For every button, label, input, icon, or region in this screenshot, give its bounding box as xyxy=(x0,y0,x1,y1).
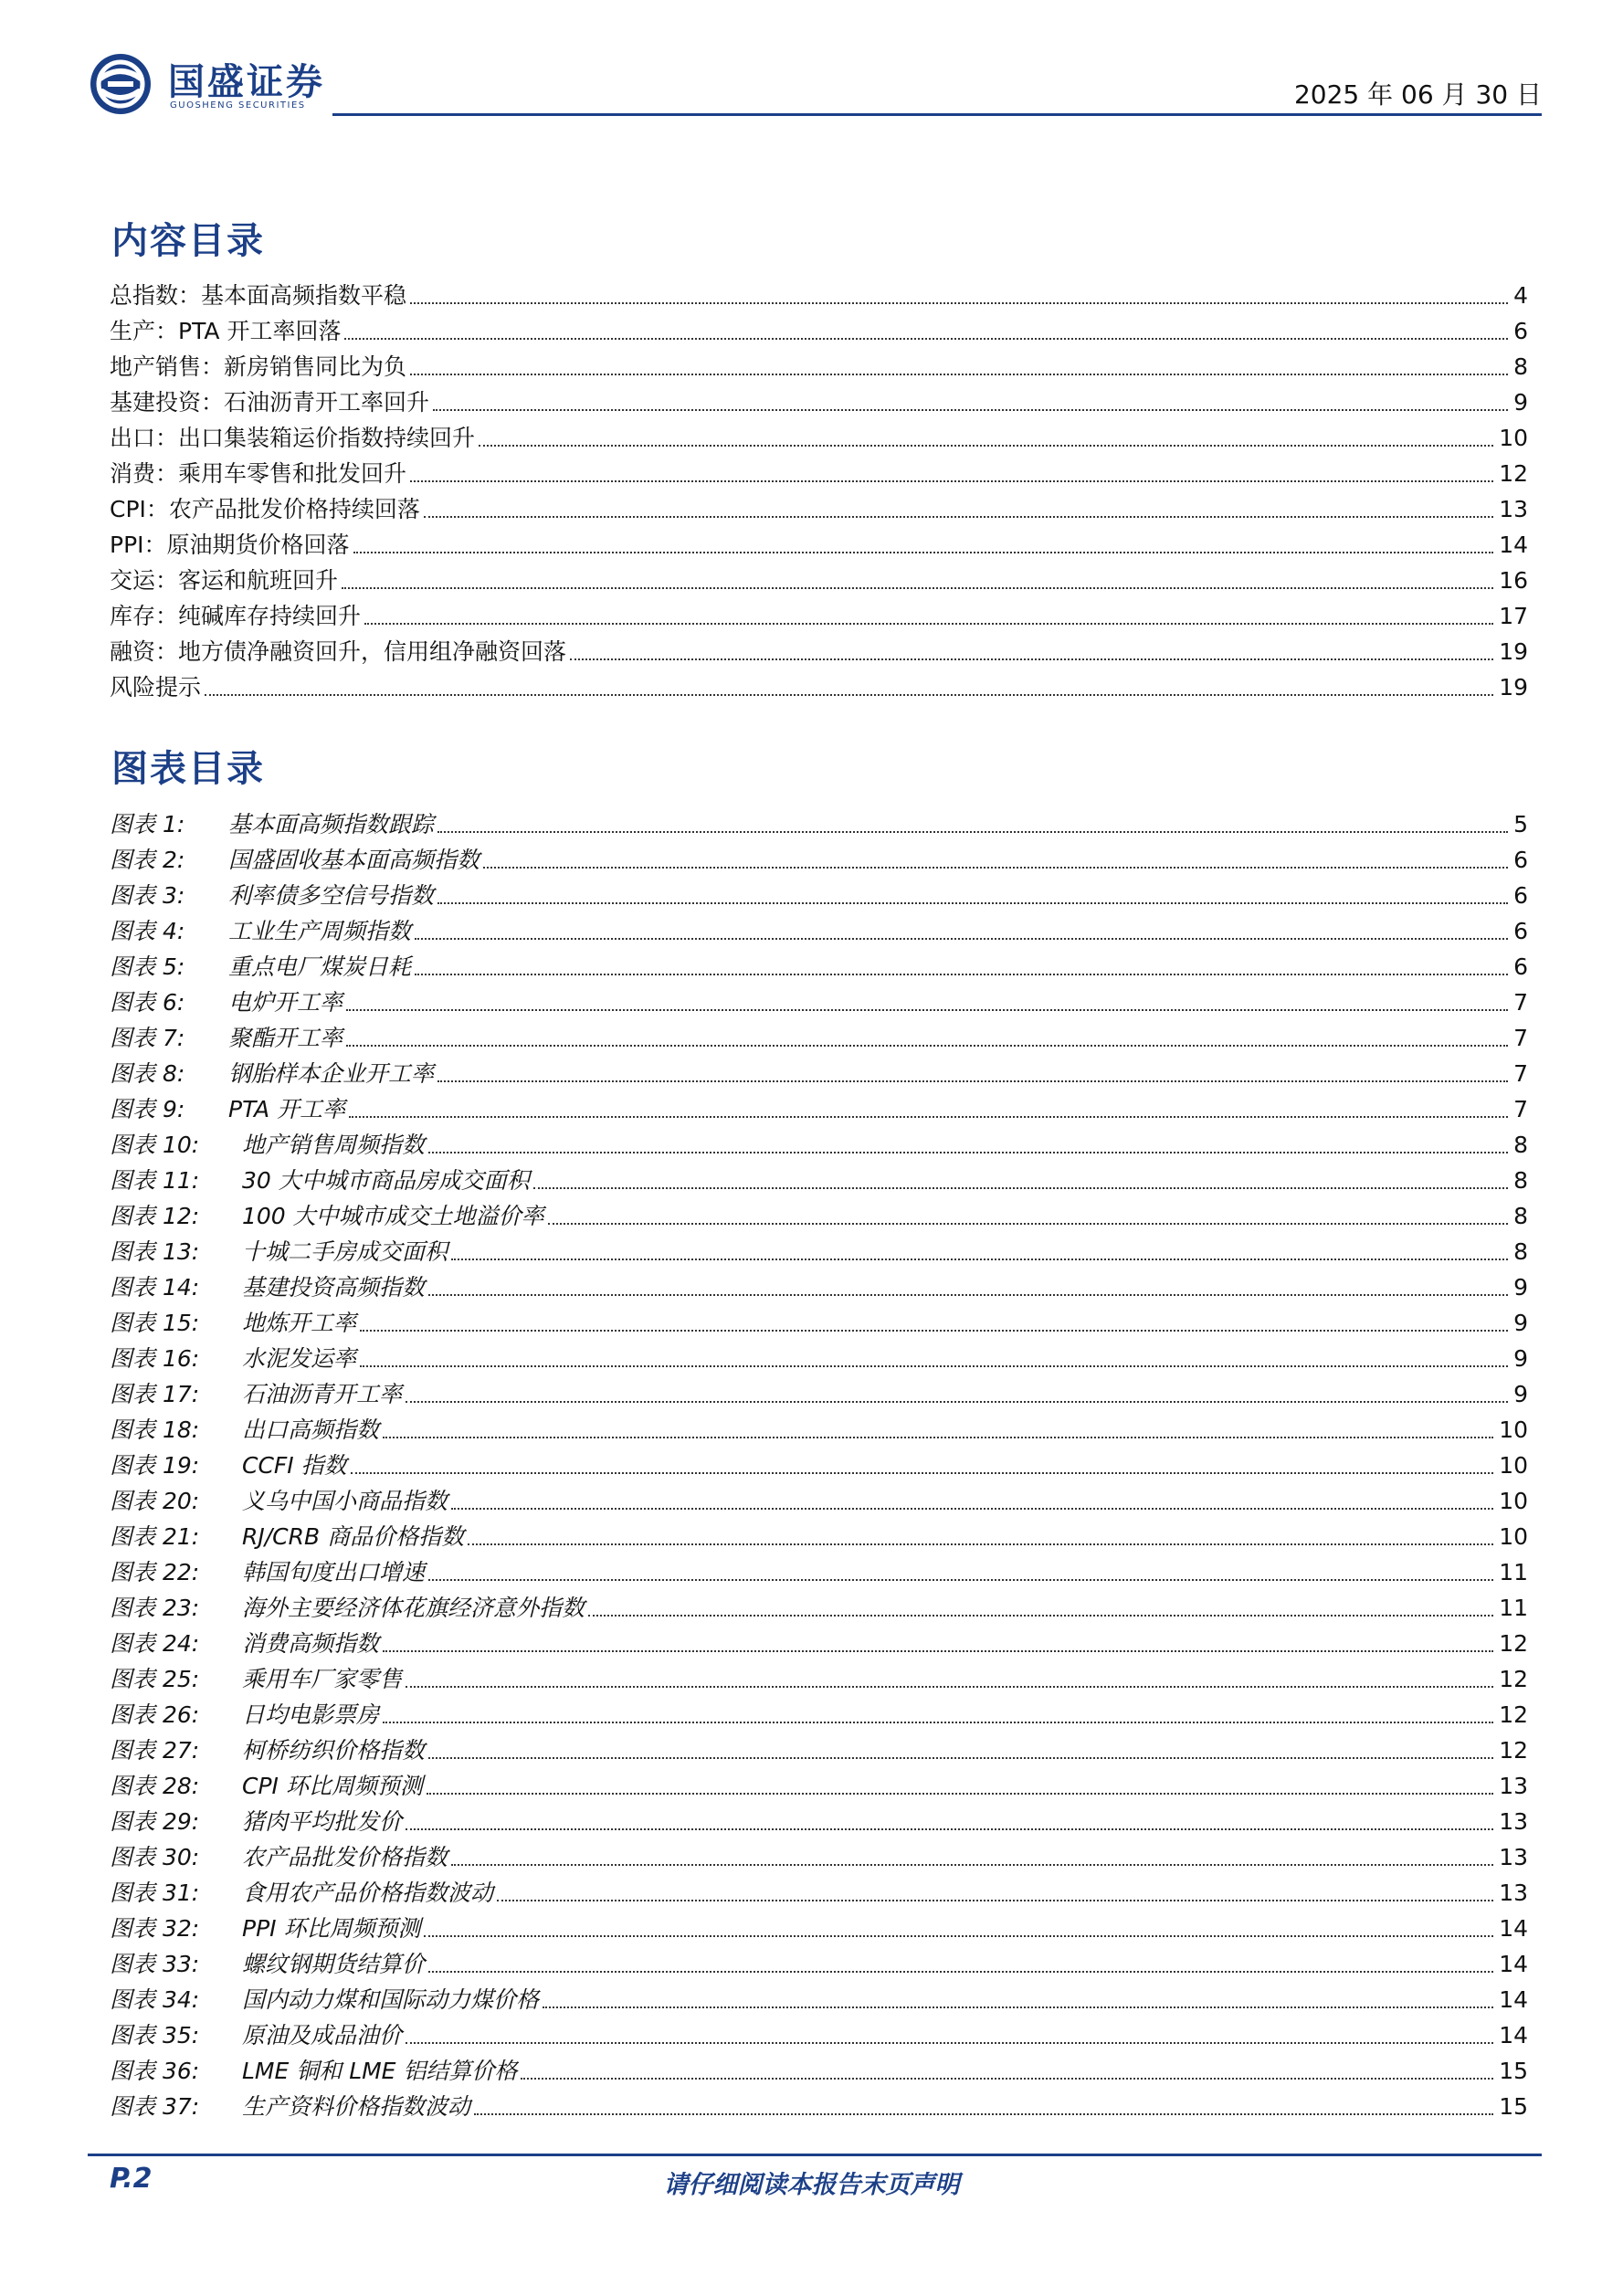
figure-entry[interactable] xyxy=(110,1871,1528,1907)
figures-list xyxy=(110,803,1528,2121)
figure-number: 图表 17: xyxy=(110,1381,200,1407)
dot-leader xyxy=(383,1650,1493,1652)
dot-leader xyxy=(428,1757,1493,1759)
figure-entry-page: 12 xyxy=(1499,1701,1528,1728)
figure-entry[interactable] xyxy=(110,2049,1528,2085)
figure-number: 图表 5: xyxy=(110,953,185,980)
contents-entry-page: 19 xyxy=(1499,638,1528,665)
dot-leader xyxy=(364,623,1493,625)
page-header xyxy=(88,47,1542,117)
figure-entry-page: 6 xyxy=(1513,847,1528,873)
dot-leader xyxy=(415,938,1508,940)
dot-leader xyxy=(533,1187,1508,1189)
dot-leader xyxy=(427,1793,1493,1795)
figure-entry-label xyxy=(110,1452,351,1480)
figure-entry-label xyxy=(110,1559,428,1586)
figure-entry-label xyxy=(110,2022,406,2049)
page-number: P.2 xyxy=(110,2163,153,2195)
figure-number: 图表 14: xyxy=(110,1274,200,1301)
figure-title: 韩国旬度出口增速 xyxy=(242,1559,426,1585)
figure-entry-page: 9 xyxy=(1513,1345,1528,1372)
contents-entry-label: PPI：原油期货价格回落 xyxy=(110,532,350,558)
figures-title: 图表目录 xyxy=(111,748,265,790)
contents-entry-label: 基建投资：石油沥青开工率回升 xyxy=(110,389,430,416)
figure-entry-page: 7 xyxy=(1513,1060,1528,1087)
contents-entry-label: CPI：农产品批发价格持续回落 xyxy=(110,496,420,522)
figure-entry[interactable] xyxy=(110,1658,1528,1693)
figure-entry-label xyxy=(110,1417,383,1444)
dot-leader xyxy=(437,1080,1508,1082)
figure-title: 基建投资高频指数 xyxy=(242,1274,426,1301)
contents-entry-page: 17 xyxy=(1499,603,1528,629)
figure-entry[interactable] xyxy=(110,1764,1528,1800)
figure-title: 消费高频指数 xyxy=(242,1630,380,1657)
figure-entry-label xyxy=(110,1310,360,1337)
figure-title: 聚酯开工率 xyxy=(228,1025,343,1051)
contents-entry[interactable] xyxy=(110,310,1528,345)
figure-entry-page: 15 xyxy=(1499,2058,1528,2084)
figure-entry-page: 12 xyxy=(1499,1737,1528,1764)
contents-entry[interactable] xyxy=(110,416,1528,452)
contents-entry-page: 13 xyxy=(1499,496,1528,522)
contents-entry[interactable] xyxy=(110,274,1528,310)
figure-entry-label xyxy=(110,1880,497,1907)
dot-leader xyxy=(543,2006,1493,2008)
figure-entry-label xyxy=(110,1488,451,1515)
figure-number: 图表 26: xyxy=(110,1701,200,1728)
figure-entry-page: 6 xyxy=(1513,953,1528,980)
figure-number: 图表 13: xyxy=(110,1238,200,1265)
figure-number: 图表 23: xyxy=(110,1595,200,1621)
figure-entry-label xyxy=(110,1773,427,1800)
figure-entry-label xyxy=(110,989,346,1016)
figure-title: CPI 环比周频预测 xyxy=(242,1773,423,1799)
dot-leader xyxy=(521,2078,1493,2080)
figure-entry-page: 6 xyxy=(1513,882,1528,909)
figure-entry-page: 10 xyxy=(1499,1523,1528,1550)
figure-entry-page: 10 xyxy=(1499,1488,1528,1514)
dot-leader xyxy=(437,831,1508,833)
figure-entry-label xyxy=(110,1808,406,1836)
dot-leader xyxy=(570,658,1493,660)
dot-leader xyxy=(349,1116,1508,1118)
figure-entry-label xyxy=(110,1737,428,1764)
figure-title: 农产品批发价格指数 xyxy=(242,1844,448,1870)
dot-leader xyxy=(424,516,1493,518)
dot-leader xyxy=(437,902,1508,904)
figure-entry[interactable] xyxy=(110,945,1528,981)
dot-leader xyxy=(410,302,1508,304)
figure-entry-page: 14 xyxy=(1499,1951,1528,1977)
contents-entry-page: 9 xyxy=(1513,389,1528,416)
figure-entry-page: 12 xyxy=(1499,1630,1528,1657)
figure-title: 100 大中城市成交土地溢价率 xyxy=(242,1203,544,1229)
figure-title: LME 铜和 LME 铝结算价格 xyxy=(242,2058,518,2084)
dot-leader xyxy=(360,1365,1508,1367)
figure-entry[interactable] xyxy=(110,1016,1528,1052)
figure-title: 电炉开工率 xyxy=(228,989,343,1016)
figure-entry[interactable] xyxy=(110,2014,1528,2049)
figure-title: 钢胎样本企业开工率 xyxy=(228,1060,435,1087)
logo-english-name: GUOSHENG SECURITIES xyxy=(170,100,306,111)
figure-entry-page: 9 xyxy=(1513,1274,1528,1301)
figure-number: 图表 8: xyxy=(110,1060,185,1087)
figure-entry-page: 7 xyxy=(1513,1096,1528,1122)
figure-entry-label xyxy=(110,2093,474,2121)
figure-number: 图表 36: xyxy=(110,2058,200,2084)
figure-number: 图表 9: xyxy=(110,1096,185,1122)
figure-entry[interactable] xyxy=(110,1266,1528,1301)
contents-entry[interactable] xyxy=(110,559,1528,595)
figure-number: 图表 34: xyxy=(110,1986,200,2013)
figure-entry-page: 10 xyxy=(1499,1417,1528,1443)
figure-entry-page: 14 xyxy=(1499,2022,1528,2048)
figure-title: 30 大中城市商品房成交面积 xyxy=(242,1167,530,1194)
contents-entry[interactable] xyxy=(110,595,1528,630)
figure-title: RJ/CRB 商品价格指数 xyxy=(242,1523,465,1550)
figure-entry-label xyxy=(110,1096,349,1123)
figure-entry-page: 11 xyxy=(1499,1559,1528,1585)
figure-number: 图表 3: xyxy=(110,882,185,909)
figure-entry-label xyxy=(110,1666,406,1693)
contents-entry-label: 出口：出口集装箱运价指数持续回升 xyxy=(110,425,476,451)
figure-title: 义乌中国小商品指数 xyxy=(242,1488,448,1514)
contents-entry-page: 8 xyxy=(1513,353,1528,380)
figure-entry-page: 9 xyxy=(1513,1310,1528,1336)
figure-title: 工业生产周频指数 xyxy=(228,918,412,944)
figure-entry-label xyxy=(110,1060,437,1088)
dot-leader xyxy=(433,409,1508,411)
figure-entry-label xyxy=(110,918,415,945)
figure-title: 地炼开工率 xyxy=(242,1310,357,1336)
figure-entry-page: 8 xyxy=(1513,1132,1528,1158)
contents-entry-page: 19 xyxy=(1499,674,1528,700)
dot-leader xyxy=(424,1935,1493,1937)
header-divider xyxy=(332,113,1542,116)
figure-entry[interactable] xyxy=(110,1693,1528,1729)
figure-title: 出口高频指数 xyxy=(242,1417,380,1443)
figure-title: 利率债多空信号指数 xyxy=(228,882,435,909)
dot-leader xyxy=(360,1330,1508,1332)
contents-entry-page: 16 xyxy=(1499,567,1528,594)
dot-leader xyxy=(497,1900,1493,1901)
figure-entry-label xyxy=(110,882,437,910)
guosheng-logo-icon xyxy=(88,51,153,117)
contents-entry-page: 14 xyxy=(1499,532,1528,558)
report-date: 2025 年 06 月 30 日 xyxy=(1293,79,1542,110)
figure-title: 猪肉平均批发价 xyxy=(242,1808,403,1835)
figure-number: 图表 20: xyxy=(110,1488,200,1514)
figure-entry-page: 14 xyxy=(1499,1986,1528,2013)
contents-entry[interactable] xyxy=(110,488,1528,523)
figure-title: 重点电厂煤炭日耗 xyxy=(228,953,412,980)
dot-leader xyxy=(351,1472,1494,1474)
dot-leader xyxy=(406,2042,1493,2044)
figure-entry[interactable] xyxy=(110,1230,1528,1266)
figure-title: 国盛固收基本面高频指数 xyxy=(228,847,480,873)
figure-number: 图表 30: xyxy=(110,1844,200,1870)
figure-entry-label xyxy=(110,1132,428,1159)
figure-title: 海外主要经济体花旗经济意外指数 xyxy=(242,1595,585,1621)
figure-title: 十城二手房成交面积 xyxy=(242,1238,448,1265)
figure-entry[interactable] xyxy=(110,1586,1528,1622)
figure-entry[interactable] xyxy=(110,803,1528,838)
contents-entry[interactable] xyxy=(110,666,1528,701)
figure-title: CCFI 指数 xyxy=(242,1452,347,1479)
figure-title: 地产销售周频指数 xyxy=(242,1132,426,1158)
figure-entry-page: 6 xyxy=(1513,918,1528,944)
dot-leader xyxy=(483,867,1508,869)
dot-leader xyxy=(451,1259,1508,1260)
figure-entry[interactable] xyxy=(110,1515,1528,1551)
figure-number: 图表 27: xyxy=(110,1737,200,1764)
dot-leader xyxy=(451,1864,1493,1866)
figure-number: 图表 29: xyxy=(110,1808,200,1835)
figure-number: 图表 31: xyxy=(110,1880,200,1906)
figure-entry[interactable] xyxy=(110,1373,1528,1408)
figure-entry[interactable] xyxy=(110,1978,1528,2014)
figure-entry-page: 10 xyxy=(1499,1452,1528,1479)
figure-entry-label xyxy=(110,1203,548,1230)
figure-title: 原油及成品油价 xyxy=(242,2022,403,2048)
figure-number: 图表 2: xyxy=(110,847,185,873)
figure-entry-label xyxy=(110,1381,406,1408)
figure-entry-label xyxy=(110,2058,521,2085)
figure-number: 图表 28: xyxy=(110,1773,200,1799)
contents-entry-page: 10 xyxy=(1499,425,1528,451)
contents-entry-label: 消费：乘用车零售和批发回升 xyxy=(110,460,407,487)
contents-title: 内容目录 xyxy=(111,220,265,262)
figure-entry-label xyxy=(110,1986,543,2014)
figure-number: 图表 32: xyxy=(110,1915,200,1942)
dot-leader xyxy=(428,1971,1493,1973)
figure-number: 图表 19: xyxy=(110,1452,200,1479)
figure-title: 基本面高频指数跟踪 xyxy=(228,811,435,837)
figure-entry-page: 8 xyxy=(1513,1167,1528,1194)
figure-entry-label xyxy=(110,847,483,874)
dot-leader xyxy=(406,1686,1493,1688)
contents-entry-label: 总指数：基本面高频指数平稳 xyxy=(110,282,407,309)
figure-title: PTA 开工率 xyxy=(228,1096,346,1122)
figure-entry[interactable] xyxy=(110,1943,1528,1978)
figure-number: 图表 37: xyxy=(110,2093,200,2120)
contents-entry[interactable] xyxy=(110,452,1528,488)
figure-number: 图表 1: xyxy=(110,811,185,837)
dot-leader xyxy=(406,1828,1493,1830)
figure-entry[interactable] xyxy=(110,1444,1528,1480)
figure-entry[interactable] xyxy=(110,1622,1528,1658)
figure-entry-page: 13 xyxy=(1499,1773,1528,1799)
dot-leader xyxy=(474,2113,1493,2115)
contents-entry-page: 6 xyxy=(1513,318,1528,344)
figure-entry[interactable] xyxy=(110,1480,1528,1515)
dot-leader xyxy=(383,1722,1493,1723)
figure-number: 图表 6: xyxy=(110,989,185,1016)
figure-number: 图表 18: xyxy=(110,1417,200,1443)
figure-number: 图表 4: xyxy=(110,918,185,944)
figure-entry[interactable] xyxy=(110,1159,1528,1195)
figure-number: 图表 21: xyxy=(110,1523,200,1550)
figure-entry[interactable] xyxy=(110,1195,1528,1230)
figure-entry-label xyxy=(110,1844,451,1871)
figure-entry-label xyxy=(110,1167,533,1195)
dot-leader xyxy=(342,587,1493,589)
dot-leader xyxy=(344,338,1508,340)
figure-entry-label xyxy=(110,1523,468,1551)
figure-number: 图表 12: xyxy=(110,1203,200,1229)
dot-leader xyxy=(410,374,1508,375)
dot-leader xyxy=(406,1401,1508,1403)
dot-leader xyxy=(205,694,1493,696)
figure-entry[interactable] xyxy=(110,1301,1528,1337)
figure-entry-page: 13 xyxy=(1499,1880,1528,1906)
figure-title: 国内动力煤和国际动力煤价格 xyxy=(242,1986,540,2013)
figure-entry-page: 8 xyxy=(1513,1238,1528,1265)
dot-leader xyxy=(479,445,1493,447)
dot-leader xyxy=(415,974,1508,975)
dot-leader xyxy=(346,1045,1508,1047)
dot-leader xyxy=(353,552,1494,553)
figure-entry-page: 7 xyxy=(1513,1025,1528,1051)
figure-entry[interactable] xyxy=(110,1123,1528,1159)
figure-entry[interactable] xyxy=(110,838,1528,874)
figure-entry-page: 14 xyxy=(1499,1915,1528,1942)
figure-entry-page: 13 xyxy=(1499,1808,1528,1835)
figure-entry-label xyxy=(110,953,415,981)
figure-entry[interactable] xyxy=(110,1088,1528,1123)
dot-leader xyxy=(428,1152,1508,1153)
figure-entry-label xyxy=(110,1630,383,1658)
logo-chinese-name: 国盛证券 xyxy=(168,61,325,103)
figure-number: 图表 33: xyxy=(110,1951,200,1977)
figure-number: 图表 16: xyxy=(110,1345,200,1372)
disclaimer-note: 请仔细阅读本报告末页声明 xyxy=(663,2171,960,2199)
figure-entry-label xyxy=(110,1915,424,1943)
figure-number: 图表 24: xyxy=(110,1630,200,1657)
figure-entry[interactable] xyxy=(110,1052,1528,1088)
figure-entry-page: 12 xyxy=(1499,1666,1528,1692)
figure-entry[interactable] xyxy=(110,1551,1528,1586)
figure-entry-label xyxy=(110,1701,383,1729)
dot-leader xyxy=(428,1294,1508,1296)
figure-entry-label xyxy=(110,1274,428,1301)
figure-entry[interactable] xyxy=(110,1800,1528,1836)
contents-entry-page: 12 xyxy=(1499,460,1528,487)
contents-entry-label: 风险提示 xyxy=(110,674,202,700)
contents-entry-label: 库存：纯碱库存持续回升 xyxy=(110,603,362,629)
figure-entry-page: 13 xyxy=(1499,1844,1528,1870)
dot-leader xyxy=(346,1009,1508,1011)
figure-entry[interactable] xyxy=(110,981,1528,1016)
figure-entry[interactable] xyxy=(110,1907,1528,1943)
figure-number: 图表 7: xyxy=(110,1025,185,1051)
dot-leader xyxy=(428,1579,1493,1581)
figure-title: 乘用车厂家零售 xyxy=(242,1666,403,1692)
figure-entry-page: 11 xyxy=(1499,1595,1528,1621)
contents-list xyxy=(110,274,1528,701)
figure-entry-label xyxy=(110,1595,588,1622)
figure-title: 柯桥纺织价格指数 xyxy=(242,1737,426,1764)
figure-entry-page: 7 xyxy=(1513,989,1528,1016)
dot-leader xyxy=(451,1508,1493,1510)
figure-number: 图表 11: xyxy=(110,1167,200,1194)
contents-entry[interactable] xyxy=(110,523,1528,559)
figure-title: 生产资料价格指数波动 xyxy=(242,2093,471,2120)
dot-leader xyxy=(410,480,1493,482)
figure-number: 图表 25: xyxy=(110,1666,200,1692)
figure-entry-label xyxy=(110,1025,346,1052)
figure-title: 日均电影票房 xyxy=(242,1701,380,1728)
contents-entry[interactable] xyxy=(110,630,1528,666)
figure-entry[interactable] xyxy=(110,2085,1528,2121)
dot-leader xyxy=(588,1615,1493,1617)
figure-entry-label xyxy=(110,811,437,838)
figure-entry-page: 9 xyxy=(1513,1381,1528,1407)
figure-entry-label xyxy=(110,1345,360,1373)
contents-entry-label: 交运：客运和航班回升 xyxy=(110,567,339,594)
figure-number: 图表 35: xyxy=(110,2022,200,2048)
figure-entry[interactable] xyxy=(110,1836,1528,1871)
figure-entry-label xyxy=(110,1238,451,1266)
figure-entry-page: 5 xyxy=(1513,811,1528,837)
figure-title: PPI 环比周频预测 xyxy=(242,1915,421,1942)
figure-title: 水泥发运率 xyxy=(242,1345,357,1372)
company-logo xyxy=(88,47,435,117)
dot-leader xyxy=(548,1223,1508,1225)
figure-entry[interactable] xyxy=(110,910,1528,945)
contents-entry[interactable] xyxy=(110,345,1528,381)
figure-number: 图表 22: xyxy=(110,1559,200,1585)
dot-leader xyxy=(383,1437,1493,1438)
figure-entry[interactable] xyxy=(110,1729,1528,1764)
figure-title: 石油沥青开工率 xyxy=(242,1381,403,1407)
contents-entry-label: 生产：PTA 开工率回落 xyxy=(110,318,342,344)
contents-entry-page: 4 xyxy=(1513,282,1528,309)
figure-entry[interactable] xyxy=(110,874,1528,910)
contents-entry-label: 地产销售：新房销售同比为负 xyxy=(110,353,407,380)
figure-title: 食用农产品价格指数波动 xyxy=(242,1880,494,1906)
contents-entry[interactable] xyxy=(110,381,1528,416)
figure-entry-page: 15 xyxy=(1499,2093,1528,2120)
figure-entry[interactable] xyxy=(110,1337,1528,1373)
figure-entry[interactable] xyxy=(110,1408,1528,1444)
figure-entry-label xyxy=(110,1951,428,1978)
figure-title: 螺纹钢期货结算价 xyxy=(242,1951,426,1977)
figure-number: 图表 10: xyxy=(110,1132,200,1158)
figure-entry-page: 8 xyxy=(1513,1203,1528,1229)
footer-divider xyxy=(88,2154,1542,2156)
figure-number: 图表 15: xyxy=(110,1310,200,1336)
dot-leader xyxy=(468,1543,1493,1545)
contents-entry-label: 融资：地方债净融资回升，信用组净融资回落 xyxy=(110,638,567,665)
